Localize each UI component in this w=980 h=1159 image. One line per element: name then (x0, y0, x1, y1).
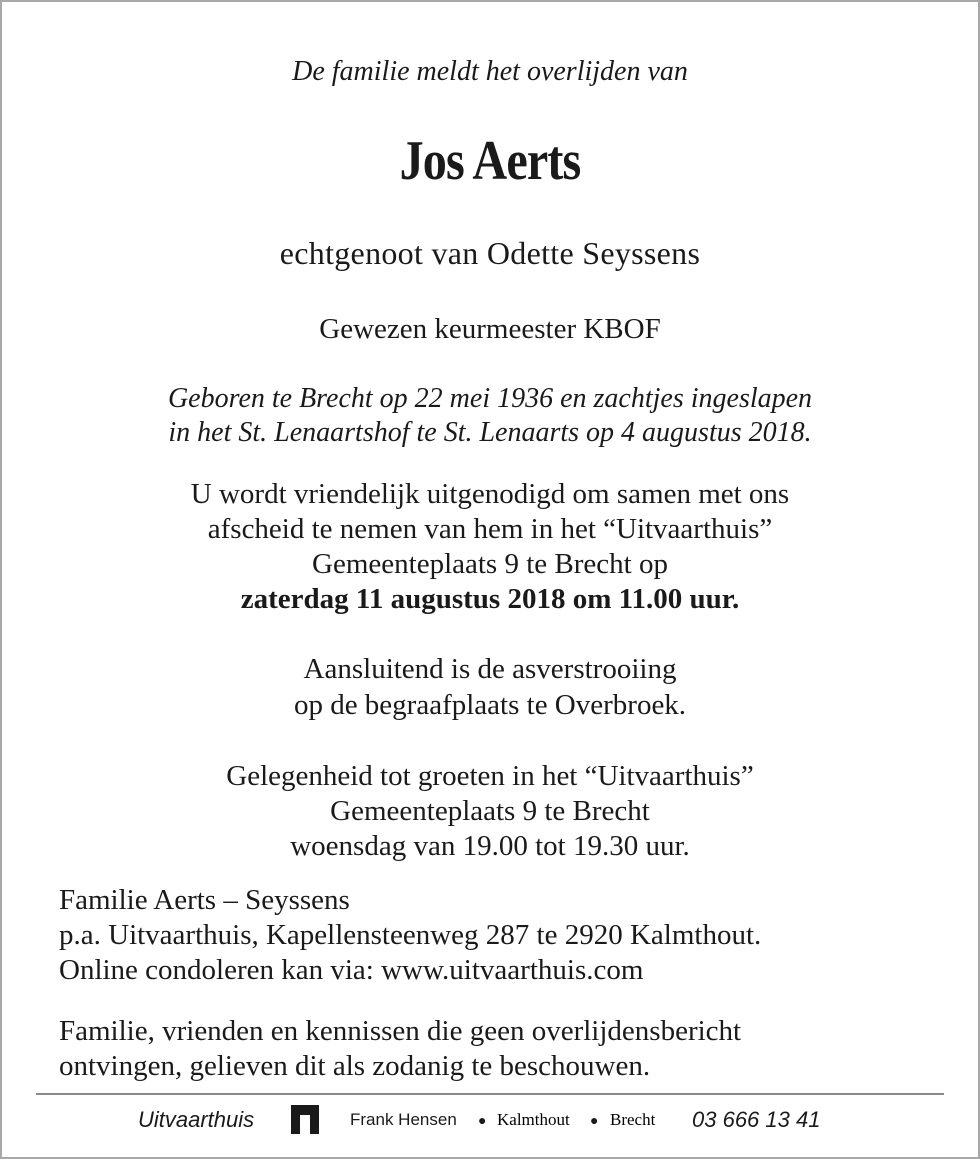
family-address-line: p.a. Uitvaarthuis, Kapellensteenweg 287 te 2920 Kalmthout. (59, 919, 762, 951)
footer-bullet: ● (590, 1112, 599, 1128)
greeting-line: woensdag van 19.00 tot 19.30 uur. (290, 830, 690, 862)
notice-line: Familie, vrienden en kennissen die geen overlijdensbericht (59, 1015, 742, 1047)
condolence-line: Online condoleren kan via: www.uitvaarthuis.com (59, 954, 644, 986)
footer-divider (36, 1093, 944, 1095)
birth-line: in het St. Lenaartshof te St. Lenaarts op 4 augustus 2018. (168, 417, 812, 448)
footer-place-kalmthout: Kalmthout (497, 1110, 570, 1129)
footer-brand: Uitvaarthuis (138, 1107, 255, 1132)
scattering-line: Aansluitend is de asverstrooiing (303, 653, 677, 685)
family-line: Familie Aerts – Seyssens (59, 884, 350, 916)
spouse-line: echtgenoot van Odette Seyssens (279, 235, 701, 271)
invitation-paragraph (0, 477, 980, 617)
footer-bullet: ● (478, 1112, 487, 1128)
intro-text: De familie meldt het overlijden van (292, 56, 688, 87)
notice-paragraph (59, 1014, 741, 1084)
greeting-paragraph (0, 759, 980, 864)
invitation-line: Gemeenteplaats 9 te Brecht op (312, 548, 668, 580)
footer-phone: 03 666 13 41 (692, 1107, 821, 1132)
invitation-line: afscheid te nemen van hem in het “Uitvaarthuis” (207, 513, 773, 545)
deceased-name: Jos Aerts (399, 130, 581, 192)
greeting-line: Gemeenteplaats 9 te Brecht (330, 795, 650, 827)
scattering-paragraph (0, 651, 980, 723)
doorway-logo-icon (290, 1104, 320, 1134)
invitation-line: U wordt vriendelijk uitgenodigd om samen met ons (190, 478, 790, 510)
footer-director: Frank Hensen (350, 1110, 457, 1129)
greeting-line: Gelegenheid tot groeten in het “Uitvaarthuis” (226, 760, 754, 792)
scattering-line: op de begraafplaats te Overbroek. (293, 689, 687, 721)
family-contact-block (59, 883, 761, 988)
role-line: Gewezen keurmeester KBOF (319, 313, 661, 345)
birth-line: Geboren te Brecht op 22 mei 1936 en zachtjes ingeslapen (167, 383, 813, 414)
notice-line: ontvingen, gelieven dit als zodanig te beschouwen. (59, 1050, 651, 1082)
birth-paragraph (0, 382, 980, 450)
footer-place-brecht: Brecht (610, 1110, 656, 1129)
service-date-time: zaterdag 11 augustus 2018 om 11.00 uur. (240, 583, 740, 615)
